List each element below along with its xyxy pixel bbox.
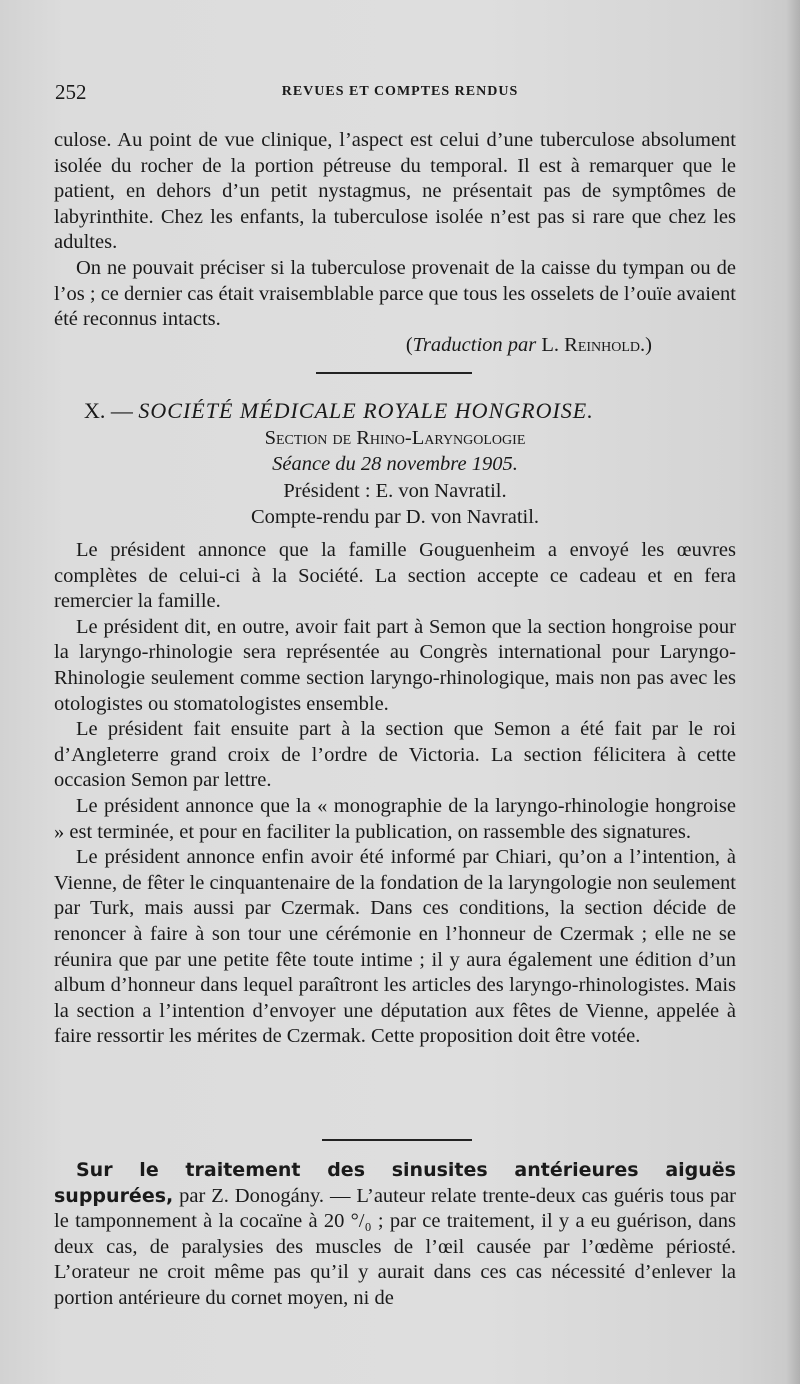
translator-signature: (Traduction par L. Reinhold.): [405, 333, 652, 356]
separator-rule: [316, 372, 472, 374]
section-title-line: [54, 398, 736, 425]
session-report: [54, 538, 736, 1050]
page-edge-shadow: [786, 0, 800, 1384]
communication: [54, 1158, 736, 1312]
communication-body: — L’auteur relate trente-deux cas guéris tous par le tamponnement à la cocaïne à 20 °/₀ ; par ce traitement, il y a eu guérison, dans deux cas, de paralysies des muscles de l’œil causée par l’œdème périosté. L’orateur ne croit même pas qu’il y aurait dans ces cas nécessité d’enlever la portion antérieure du cornet moyen, ni de: [54, 1184, 737, 1309]
running-title: REVUES ET COMPTES RENDUS: [281, 84, 519, 99]
section-heading: [54, 398, 736, 531]
session-reporter: Compte-rendu par D. von Navratil.: [250, 506, 540, 529]
paragraph: Le président annonce que la famille Gouguenheim a envoyé les œuvres complètes de celui-ci à la Société. La section accepte ce cadeau et en fera remercier la famille.: [54, 539, 736, 613]
section-title: SOCIÉTÉ MÉDICALE ROYALE HONGROISE.: [138, 398, 594, 423]
paragraph: Le président annonce enfin avoir été informé par Chiari, qu’on a l’intention, à Vienne, de fêter le cinquantenaire de la fondation de la laryngologie non seulement par Turk, mais aussi par Czermak. Dans ces conditions, la section décide de renoncer à faire à son tour une cérémonie en l’honneur de Czermak ; elle ne se réunira que par une petite fête toute intime ; il y aura également une édition d’un album d’honneur dans lequel paraîtront les articles des laryngo-rhinologistes. Mais la section a l’intention d’envoyer une députation aux fêtes de Vienne, appelée à faire ressortir les mérites de Czermak. Cette proposition doit être votée.: [54, 846, 736, 1048]
session-date: Séance du 28 novembre 1905.: [272, 453, 518, 476]
section-subtitle: Section de Rhino-Laryngologie: [264, 426, 526, 449]
paragraph: Le président dit, en outre, avoir fait part à Semon que la section hongroise pour la laryngo-rhinologie sera représentée au Congrès international pour Laryngo-Rhinologie seulement comme section laryngo-rhinologique, mais non pas avec les otologistes ou stomatologistes ensemble.: [54, 615, 736, 715]
communication-title: Sur le traitement des sinusites antérieures aiguës suppurées,: [54, 1159, 736, 1207]
paragraph: Le président annonce que la « monographie de la laryngo-rhinologie hongroise » est terminée, et pour en faciliter la publication, on rassemble des signatures.: [54, 794, 736, 843]
article-continuation: [54, 128, 736, 358]
paragraph: culose. Au point de vue clinique, l’aspect est celui d’une tuberculose absolument isolée du rocher de la portion pétreuse du temporal. Il est à remarquer que le patient, en dehors d’un petit nystagmus, ne présentait pas de symptômes de labyrinthite. Chez les enfants, la tuberculose isolée n’est pas si rare que chez les adultes.: [54, 129, 736, 254]
page-number: 252: [55, 80, 87, 104]
signature-prefix: Traduction par: [412, 333, 537, 356]
section-number: X. —: [84, 398, 133, 423]
paragraph: [54, 1158, 736, 1312]
separator-rule: [322, 1139, 472, 1141]
paragraph: On ne pouvait préciser si la tuberculose provenait de la caisse du tympan ou de l’os ; ce dernier cas était vraisemblable parce que tous les osselets de l’ouïe avaient été reconnus intacts.: [54, 256, 736, 331]
session-president: Président : E. von Navratil.: [283, 479, 507, 502]
communication-author: par Z. Donogány.: [179, 1184, 325, 1207]
signature-name: L. Reinhold.: [541, 333, 646, 356]
running-head: [55, 80, 745, 110]
paragraph: Le président fait ensuite part à la section que Semon a été fait par le roi d’Angleterre grand croix de l’ordre de Victoria. La section félicitera à cette occasion Semon par lettre.: [54, 718, 736, 792]
